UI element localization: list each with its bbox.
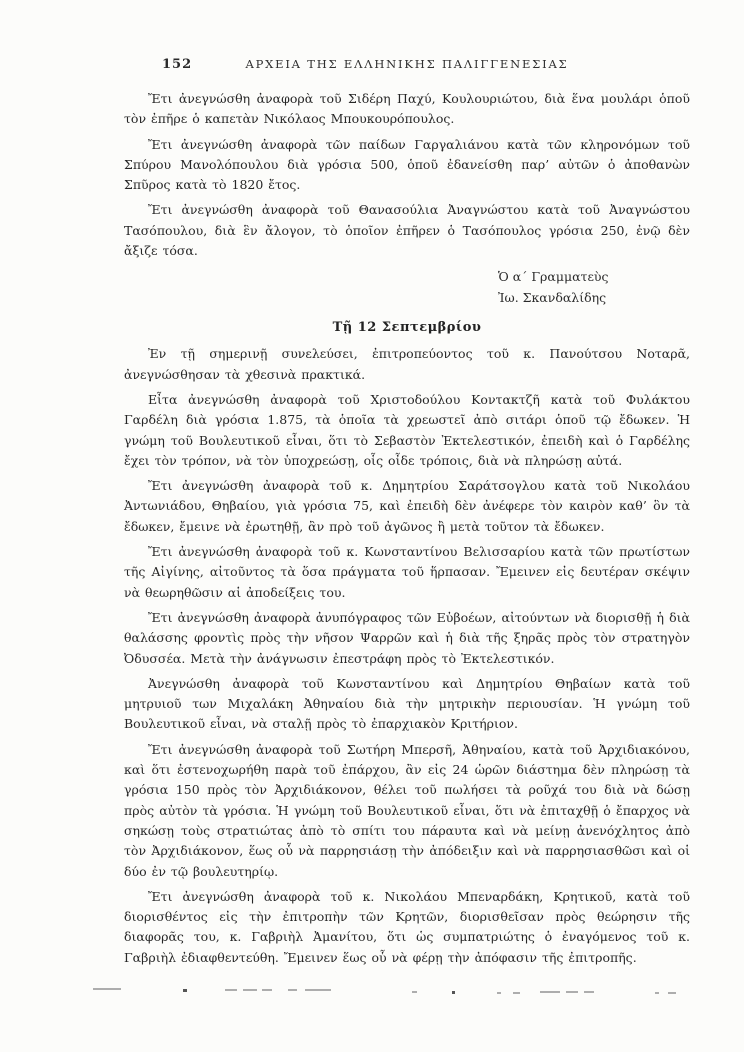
paragraph-bersis-archdeacon: Ἔτι ἀνεγνώσθη ἀναφορὰ τοῦ Σωτήρη Μπερσῆ, Ἀθηναίου, κατὰ τοῦ Ἀρχιδιακόνου, καὶ ὅτι ἐστενοχωρήθη παρὰ τοῦ ἐπάρχου, ἂν εἰς 24 ὡρῶν διάστημα δὲν πληρώσῃ τὰ γρόσια 150 πρὸς τὸν Ἀρχιδιάκονον, θέλει τοῦ πωλήσει τὰ ροῦχά του διὰ νὰ δώσῃ πρὸς αὐτὸν τὰ γρόσια. Ἡ γνώμη τοῦ Βουλευτικοῦ εἶναι, ὅτι νὰ ἐπιταχθῇ ὁ ἔπαρχος νὰ σηκώσῃ τοὺς στρατιώτας ἀπὸ τὸ σπίτι του πάραυτα καὶ νὰ μείνῃ ἀνενόχλητος ἀπὸ τὸν Ἀρχιδιάκονον, ἕως οὗ νὰ παρρησιάσῃ τὴν ἀπόδειξιν καὶ νὰ παρρησιασθῶσι καὶ οἱ δύο ἐν τῷ βουλευτηρίῳ. <box>124 741 690 879</box>
paragraph-gargalianos-heirs: Ἔτι ἀνεγνώσθη ἀναφορὰ τῶν παίδων Γαργαλιάνου κατὰ τῶν κληρονόμων τοῦ Σπύρου Μανολόπουλου διὰ γρόσια 500, ὁποῦ ἐδανείσθη παρ’ αὐτῶν ὁ ἀποθανὼν Σπῦρος κατὰ τὸ 1820 ἔτος. <box>124 136 690 193</box>
scan-artifact <box>497 992 501 994</box>
paragraph-thebans-stepfather: Ἀνεγνώσθη ἀναφορὰ τοῦ Κωνσταντίνου καὶ Δημητρίου Θηβαίων κατὰ τοῦ μητρυιοῦ των Μιχαλάκη Ἀθηναίου διὰ τὴν μητρικὴν περιουσίαν. Ἡ γνώμη τοῦ Βουλευτικοῦ εἶναι, νὰ σταλῇ πρὸς τὸ ἐπαρχιακὸν Κριτήριον. <box>124 675 690 732</box>
paragraph-saratsoglou-antoniadou: Ἔτι ἀνεγνώσθη ἀναφορὰ τοῦ κ. Δημητρίου Σαράτσογλου κατὰ τοῦ Νικολάου Ἀντωνιάδου, Θηβαίου, γιὰ γρόσια 75, καὶ ἐπειδὴ δὲν ἀνέφερε τὸν καιρὸν καθ’ ὃν τὰ ἔδωκεν, ἔμεινε νὰ ἐρωτηθῇ, ἂν πρὸ τοῦ ἀγῶνος ἢ μετὰ τοῦτον τὰ ἔδωκεν. <box>124 478 690 534</box>
scan-artifact <box>513 992 520 994</box>
signature-role: Ὁ α´ Γραμματεὺς <box>498 269 609 285</box>
scan-artifact <box>305 989 331 991</box>
paragraph-benardakis-cretan: Ἔτι ἀνεγνώσθη ἀναφορὰ τοῦ κ. Νικολάου Μπεναρδάκη, Κρητικοῦ, κατὰ τοῦ διορισθέντος εἰς τὴν ἐπιτροπὴν τῶν Κρητῶν, διορισθεῖσαν πρὸς θεώρησιν τῆς διαφορᾶς του, κ. Γαβριὴλ Ἀμανίτου, ὅτι ὡς συμπατριώτης ὁ ἐναγόμενος τοῦ κ. Γαβριὴλ ἐδιαφθεντεύθη. Ἔμεινεν ἕως οὗ νὰ φέρῃ τὴν ἀπόφασιν τῆς ἐπιτροπῆς. <box>124 888 690 965</box>
session-date-heading: Τῇ 12 Σεπτεμβρίου <box>332 320 482 336</box>
paragraph-velissariou-aigina: Ἔτι ἀνεγνώσθη ἀναφορὰ τοῦ κ. Κωνσταντίνου Βελισσαρίου κατὰ τῶν πρωτίστων τῆς Αἰγίνης, αἰτοῦντος τὰ ὅσα πράγματα τοῦ ἥρπασαν. Ἔμεινεν εἰς δευτέραν σκέψιν νὰ θεωρηθῶσιν αἱ ἀποδείξεις του. <box>124 544 690 600</box>
scan-artifact <box>540 991 560 993</box>
scan-artifact <box>243 989 257 991</box>
signature-name: Ἰω. Σκανδαλίδης <box>498 290 607 306</box>
scan-artifact <box>584 991 594 993</box>
paragraph-kontaktzis-gardelis: Εἶτα ἀνεγνώσθη ἀναφορὰ τοῦ Χριστοδούλου Κοντακτζῆ κατὰ τοῦ Φυλάκτου Γαρδέλη διὰ γρόσια 1.875, τὰ ὁποῖα τὰ χρεωστεῖ ἀπὸ σιτάρι ὁποῦ τῷ ἔδωκεν. Ἡ γνώμη τοῦ Βουλευτικοῦ εἶναι, ὅτι τὸ Σεβαστὸν Ἐκτελεστικόν, ἐπειδὴ καὶ ὁ Γαρδέλης ἔχει τὸν τρόπον, νὰ τὸν ὑποχρεώσῃ, οἷς οἶδε τρόποις, διὰ νὰ πληρώσῃ αὐτά. <box>124 391 690 468</box>
scan-artifact <box>668 992 676 994</box>
scan-artifact <box>452 991 455 994</box>
paragraph-thanasoulias-anagnostou: Ἔτι ἀνεγνώσθη ἀναφορὰ τοῦ Θανασούλια Ἀναγνώστου κατὰ τοῦ Ἀναγνώστου Τασόπουλου, διὰ ἓν ἄλογον, τὸ ὁποῖον ἐπῆρεν ὁ Τασόπουλος γρόσια 250, ἐνῷ δὲν ἄξιζε τόσα. <box>124 202 690 259</box>
running-title: ΑΡΧΕΙΑ ΤΗΣ ΕΛΛΗΝΙΚΗΣ ΠΑΛΙΓΓΕΝΕΣΙΑΣ <box>245 57 569 71</box>
paragraph-euboeans-anonymous: Ἔτι ἀνεγνώσθη ἀναφορὰ ἀνυπόγραφος τῶν Εὐβοέων, αἰτούντων νὰ διορισθῇ ἡ διὰ θαλάσσης φροντὶς πρὸς τὴν νῆσον Ψαρρῶν καὶ ἡ διὰ τῆς ξηρᾶς πρὸς τὸν στρατηγὸν Ὀδυσσέα. Μετὰ τὴν ἀνάγνωσιν ἐπεστράφη πρὸς τὸ Ἐκτελεστικόν. <box>124 609 690 666</box>
scan-artifact <box>566 991 578 993</box>
scan-artifact <box>655 992 659 994</box>
page-number: 152 <box>162 57 193 72</box>
scan-artifact <box>225 989 237 991</box>
signature-block <box>498 266 609 308</box>
paragraph-sideris-pachys: Ἔτι ἀνεγνώσθη ἀναφορὰ τοῦ Σιδέρη Παχύ, Κουλουριώτου, διὰ ἕνα μουλάρι ὁποῦ τὸν ἐπῆρε ὁ καπετὰν Νικόλαος Μπουκουρόπουλος. <box>124 91 690 127</box>
scan-artifact <box>93 988 121 990</box>
scan-artifact <box>183 989 187 992</box>
text-block <box>124 57 690 973</box>
scan-artifact <box>288 989 297 991</box>
scan-artifact <box>262 989 272 991</box>
paragraph-session-opening: Ἐν τῇ σημερινῇ συνελεύσει, ἐπιτροπεύοντος τοῦ κ. Πανούτσου Νοταρᾶ, ἀνεγνώσθησαν τὰ χθεσινὰ πρακτικά. <box>124 346 690 382</box>
page-header <box>124 57 690 74</box>
scan-artifact <box>412 991 417 993</box>
